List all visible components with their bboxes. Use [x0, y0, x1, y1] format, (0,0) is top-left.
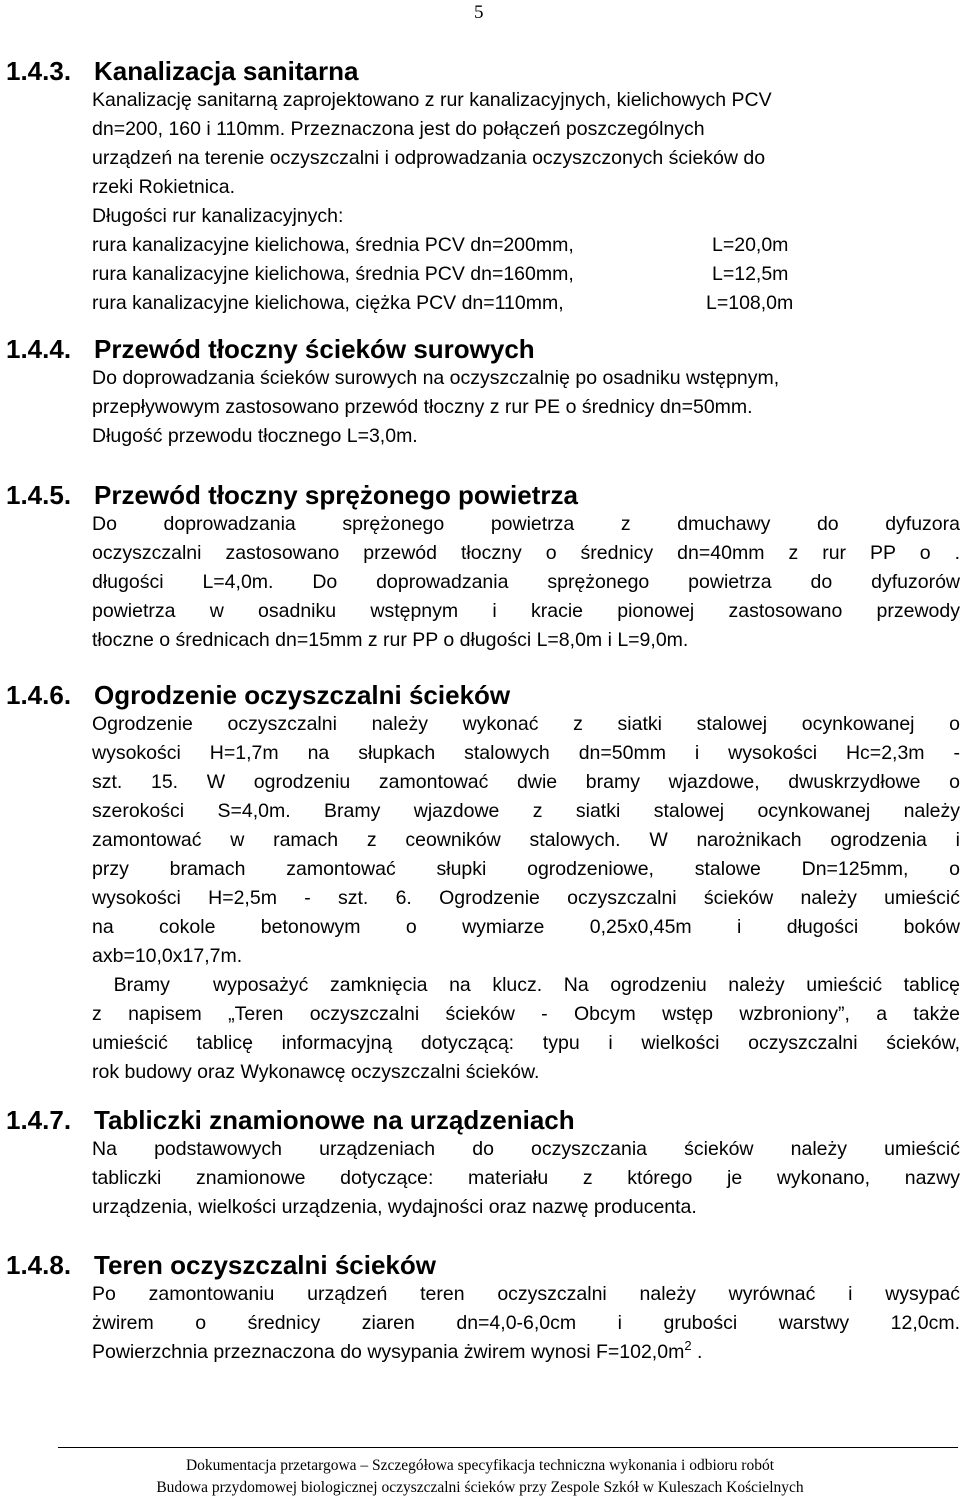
section-number: 1.4.5. — [6, 480, 72, 510]
text-line: powietrza w osadniku wstępnym i kracie pionowej zastosowano przewody — [92, 600, 960, 622]
text-line: przy bramach zamontować słupki ogrodzeniowe, stalowe Dn=125mm, o — [92, 858, 960, 880]
text-line: żwirem o średnicy ziaren dn=4,0-6,0cm i grubości warstwy 12,0cm. — [92, 1312, 960, 1334]
page-number: 5 — [474, 2, 484, 23]
pipe-length: L=20,0m — [712, 234, 789, 256]
text-line: z napisem „Teren oczyszczalni ścieków - Obcym wstęp wzbroniony”, a także — [92, 1003, 960, 1025]
section-title: Tabliczki znamionowe na urządzeniach — [94, 1105, 575, 1135]
pipe-desc: rura kanalizacyjne kielichowa, średnia PCV dn=200mm, — [92, 234, 574, 256]
section-body — [92, 510, 960, 655]
area-text-end: . — [691, 1341, 703, 1363]
section-heading — [6, 334, 956, 364]
footer-divider — [58, 1447, 958, 1448]
text-line: Na podstawowych urządzeniach do oczyszczania ścieków należy umieścić — [92, 1138, 960, 1160]
text-line — [92, 1338, 960, 1367]
text-line: Do doprowadzania ścieków surowych na oczyszczalnię po osadniku wstępnym, — [92, 367, 780, 389]
section-number: 1.4.4. — [6, 334, 72, 364]
pipe-row — [92, 231, 956, 260]
section-title: Przewód tłoczny sprężonego powietrza — [94, 480, 578, 510]
pipe-length: L=108,0m — [706, 292, 794, 314]
section-1-4-7 — [6, 1105, 960, 1222]
section-number: 1.4.6. — [6, 680, 72, 710]
text-line: wysokości H=1,7m na słupkach stalowych dn=50mm i wysokości Hc=2,3m - — [92, 742, 960, 764]
footer-line-1: Dokumentacja przetargowa – Szczegółowa specyfikacja techniczna wykonania i odbioru robót — [185, 1457, 775, 1474]
text-line: Po zamontowaniu urządzeń teren oczyszczalni należy wyrównać i wysypać — [92, 1283, 960, 1305]
section-1-4-5 — [6, 480, 960, 655]
text-line: tabliczki znamionowe dotyczące: materiału z którego je wykonano, nazwy — [92, 1167, 960, 1189]
text-line: zamontować w ramach z ceowników stalowych. W narożnikach ogrodzenia i — [92, 829, 960, 851]
section-heading — [6, 1105, 956, 1135]
section-number: 1.4.8. — [6, 1250, 72, 1280]
footer-line-2: Budowa przydomowej biologicznej oczyszczalni ścieków przy Zespole Szkół w Kuleszach Kościelnych — [156, 1479, 804, 1496]
text-line: na cokole betonowym o wymiarze 0,25x0,45m i długości boków — [92, 916, 960, 938]
section-title: Kanalizacja sanitarna — [94, 56, 359, 86]
section-body — [92, 86, 960, 202]
text-line: długości L=4,0m. Do doprowadzania sprężonego powietrza do dyfuzorów — [92, 571, 960, 593]
section-number: 1.4.7. — [6, 1105, 72, 1135]
section-heading — [6, 1250, 956, 1280]
text-line: oczyszczalni zastosowano przewód tłoczny o średnicy dn=40mm z rur PP o . — [92, 542, 960, 564]
area-text: Powierzchnia przeznaczona do wysypania żwirem wynosi F=102,0m — [92, 1341, 685, 1363]
text-line: wysokości H=2,5m - szt. 6. Ogrodzenie oczyszczalni ścieków należy umieścić — [92, 887, 960, 909]
text-line: Długość przewodu tłocznego L=3,0m. — [92, 425, 418, 447]
section-title: Teren oczyszczalni ścieków — [94, 1250, 436, 1280]
pipe-row — [92, 260, 956, 289]
section-1-4-8 — [6, 1250, 960, 1367]
text-line: szt. 15. W ogrodzeniu zamontować dwie bramy wjazdowe, dwuskrzydłowe o — [92, 771, 960, 793]
text-line: tłoczne o średnicach dn=15mm z rur PP o długości L=8,0m i L=9,0m. — [92, 629, 689, 651]
superscript: 2 — [684, 1338, 692, 1353]
section-1-4-6 — [6, 680, 960, 1087]
section-heading — [6, 56, 956, 86]
text-line: Kanalizację sanitarną zaprojektowano z rur kanalizacyjnych, kielichowych PCV — [92, 89, 772, 111]
text-line: umieścić tablicę informacyjną dotyczącą: typu i wielkości oczyszczalni ścieków, — [92, 1032, 960, 1054]
section-title: Ogrodzenie oczyszczalni ścieków — [94, 680, 511, 710]
pipe-desc: rura kanalizacyjne kielichowa, średnia PCV dn=160mm, — [92, 263, 574, 285]
section-body — [92, 364, 960, 451]
pipe-desc: rura kanalizacyjne kielichowa, ciężka PCV dn=110mm, — [92, 292, 564, 314]
text-line: rok budowy oraz Wykonawcę oczyszczalni ścieków. — [92, 1061, 540, 1083]
text-line: urządzenia, wielkości urządzenia, wydajności oraz nazwę producenta. — [92, 1196, 697, 1218]
text-line: szerokości S=4,0m. Bramy wjazdowe z siatki stalowej ocynkowanej należy — [92, 800, 960, 822]
section-1-4-3 — [6, 56, 956, 318]
text-line: rzeki Rokietnica. — [92, 176, 236, 198]
text-line: Do doprowadzania sprężonego powietrza z dmuchawy do dyfuzora — [92, 513, 960, 535]
text-line: urządzeń na terenie oczyszczalni i odprowadzania oczyszczonych ścieków do — [92, 147, 766, 169]
section-body — [92, 710, 960, 1087]
section-heading — [6, 680, 956, 710]
pipe-row — [92, 289, 956, 318]
section-1-4-4 — [6, 334, 956, 451]
section-number: 1.4.3. — [6, 56, 72, 86]
text-line: Ogrodzenie oczyszczalni należy wykonać z siatki stalowej ocynkowanej o — [92, 713, 960, 735]
text-line: dn=200, 160 i 110mm. Przeznaczona jest do połączeń poszczególnych — [92, 118, 705, 140]
pipe-lengths-title: Długości rur kanalizacyjnych: — [92, 205, 344, 227]
section-title: Przewód tłoczny ścieków surowych — [94, 334, 535, 364]
section-body — [92, 1280, 960, 1367]
text-line: Bramy wyposażyć zamknięcia na klucz. Na ogrodzeniu należy umieścić tablicę — [92, 974, 960, 996]
section-heading — [6, 480, 956, 510]
text-line: przepływowym zastosowano przewód tłoczny z rur PE o średnicy dn=50mm. — [92, 396, 753, 418]
section-body — [92, 1135, 960, 1222]
text-line: axb=10,0x17,7m. — [92, 945, 243, 967]
pipe-lengths — [92, 202, 956, 318]
pipe-length: L=12,5m — [712, 263, 789, 285]
